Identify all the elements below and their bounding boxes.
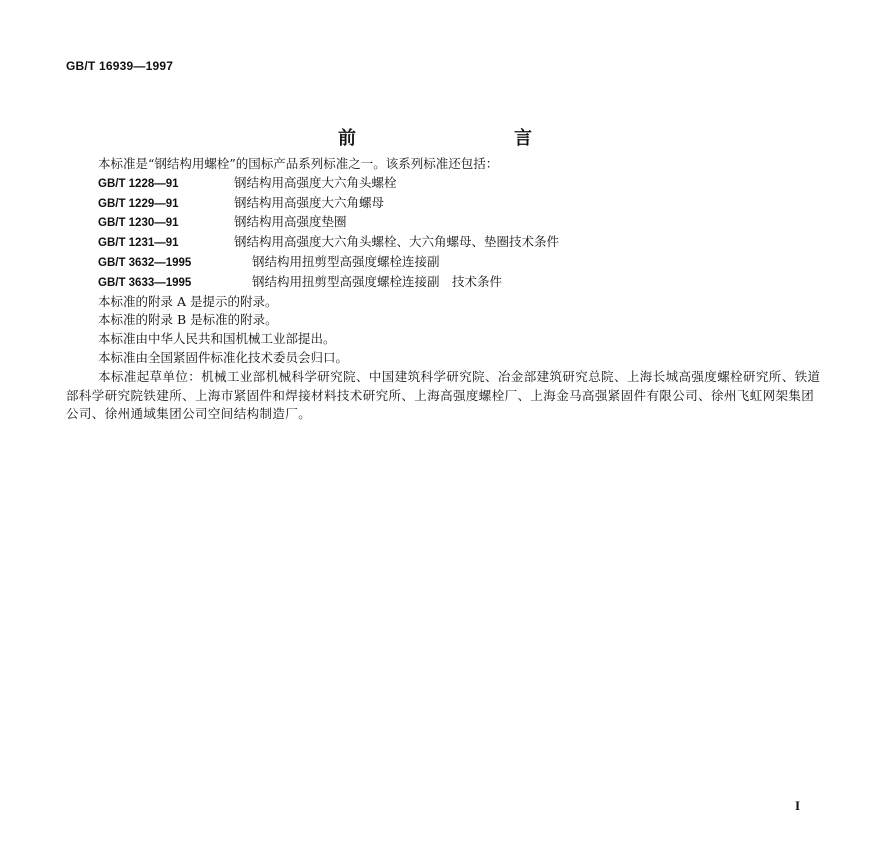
related-standard-code: GB/T 3632—1995 [98, 256, 192, 269]
related-standard-title: 钢结构用高强度垫圈 [234, 214, 347, 230]
intro-paragraph: 本标准是“钢结构用螺栓”的国标产品系列标准之一。该系列标准还包括： [98, 156, 499, 171]
related-standard-title: 钢结构用扭剪型高强度螺栓连接副 [252, 253, 440, 269]
related-standard-item [66, 174, 826, 194]
related-standard-code: GB/T 1230—91 [98, 217, 179, 230]
related-standard-code: GB/T 3633—1995 [98, 276, 192, 289]
note-appendix-a: 本标准的附录 A 是提示的附录。 [98, 293, 278, 309]
standard-code-header: GB/T 16939—1997 [66, 59, 174, 73]
related-standard-title: 钢结构用扭剪型高强度螺栓连接副 技术条件 [252, 273, 503, 289]
page-number: I [795, 798, 801, 813]
related-standard-item [66, 213, 826, 233]
related-standard-item [66, 194, 826, 214]
related-standard-code: GB/T 1228—91 [98, 177, 179, 190]
page-title: 前 言 [338, 128, 602, 149]
related-standard-item [66, 273, 826, 293]
related-standard-code: GB/T 1229—91 [98, 197, 179, 210]
foreword-body [66, 155, 826, 424]
related-standard-code: GB/T 1231—91 [98, 237, 179, 250]
note-managed-by: 本标准由全国紧固件标准化技术委员会归口。 [98, 349, 349, 365]
drafting-units-paragraph: 本标准起草单位：机械工业部机械科学研究院、中国建筑科学研究院、冶金部建筑研究总院、上海长城高强度螺栓研究所、铁道部科学研究院铁建所、上海市紧固件和焊接材料技术研究所、上海高强度螺栓厂、上海金马高强紧固件有限公司、徐州飞虹网架集团公司、徐州通域集团公司空间结构制造厂。 [66, 368, 821, 422]
related-standard-title: 钢结构用高强度大六角螺母 [234, 194, 385, 210]
note-proposed-by: 本标准由中华人民共和国机械工业部提出。 [98, 331, 336, 347]
related-standard-title: 钢结构用高强度大六角头螺栓 [234, 174, 397, 190]
note-appendix-b: 本标准的附录 B 是标准的附录。 [98, 312, 278, 328]
related-standard-item [66, 233, 826, 253]
related-standard-title: 钢结构用高强度大六角头螺栓、大六角螺母、垫圈技术条件 [234, 234, 560, 250]
related-standard-item [66, 253, 826, 273]
